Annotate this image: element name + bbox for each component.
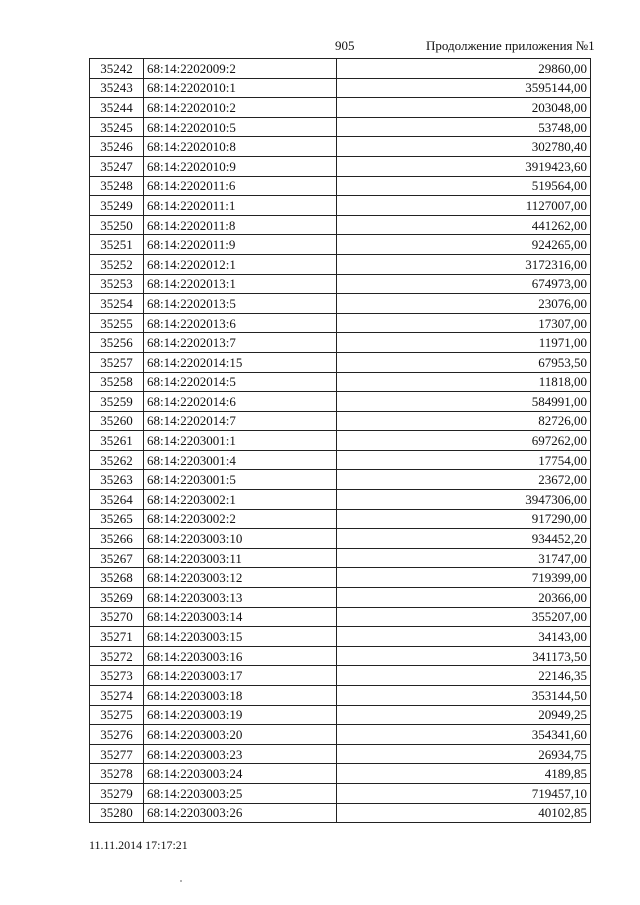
table-row bbox=[90, 509, 591, 529]
row-number-cell: 35279 bbox=[90, 783, 144, 803]
cadastral-number-cell: 68:14:2202013:1 bbox=[144, 274, 337, 294]
row-number-cell: 35273 bbox=[90, 666, 144, 686]
row-number-cell: 35247 bbox=[90, 156, 144, 176]
registry-table bbox=[89, 58, 591, 823]
cadastral-number-cell: 68:14:2202009:2 bbox=[144, 59, 337, 79]
table-row bbox=[90, 548, 591, 568]
value-cell: 20949,25 bbox=[337, 705, 591, 725]
value-cell: 719399,00 bbox=[337, 568, 591, 588]
row-number-cell: 35259 bbox=[90, 392, 144, 412]
table-row bbox=[90, 372, 591, 392]
value-cell: 53748,00 bbox=[337, 117, 591, 137]
cadastral-number-cell: 68:14:2202014:7 bbox=[144, 411, 337, 431]
table-row bbox=[90, 490, 591, 510]
value-cell: 11818,00 bbox=[337, 372, 591, 392]
table-row bbox=[90, 411, 591, 431]
value-cell: 23076,00 bbox=[337, 294, 591, 314]
cadastral-number-cell: 68:14:2203003:15 bbox=[144, 627, 337, 647]
value-cell: 3919423,60 bbox=[337, 156, 591, 176]
cadastral-number-cell: 68:14:2202010:8 bbox=[144, 137, 337, 157]
table-row bbox=[90, 215, 591, 235]
value-cell: 67953,50 bbox=[337, 352, 591, 372]
table-row bbox=[90, 254, 591, 274]
cadastral-number-cell: 68:14:2202014:6 bbox=[144, 392, 337, 412]
row-number-cell: 35263 bbox=[90, 470, 144, 490]
value-cell: 26934,75 bbox=[337, 744, 591, 764]
row-number-cell: 35274 bbox=[90, 686, 144, 706]
cadastral-number-cell: 68:14:2202010:1 bbox=[144, 78, 337, 98]
table-row bbox=[90, 666, 591, 686]
table-row bbox=[90, 627, 591, 647]
table-row bbox=[90, 803, 591, 823]
row-number-cell: 35276 bbox=[90, 725, 144, 745]
table-row bbox=[90, 529, 591, 549]
value-cell: 31747,00 bbox=[337, 548, 591, 568]
table-row bbox=[90, 783, 591, 803]
row-number-cell: 35266 bbox=[90, 529, 144, 549]
row-number-cell: 35270 bbox=[90, 607, 144, 627]
cadastral-number-cell: 68:14:2203003:19 bbox=[144, 705, 337, 725]
table-row bbox=[90, 98, 591, 118]
value-cell: 719457,10 bbox=[337, 783, 591, 803]
row-number-cell: 35280 bbox=[90, 803, 144, 823]
timestamp: 11.11.2014 17:17:21 bbox=[89, 838, 188, 852]
cadastral-number-cell: 68:14:2202014:15 bbox=[144, 352, 337, 372]
cadastral-number-cell: 68:14:2202011:9 bbox=[144, 235, 337, 255]
cadastral-number-cell: 68:14:2203001:4 bbox=[144, 450, 337, 470]
table-row bbox=[90, 137, 591, 157]
row-number-cell: 35268 bbox=[90, 568, 144, 588]
table-row bbox=[90, 607, 591, 627]
table-row bbox=[90, 156, 591, 176]
table-row bbox=[90, 470, 591, 490]
table-row bbox=[90, 59, 591, 79]
row-number-cell: 35264 bbox=[90, 490, 144, 510]
table-row bbox=[90, 744, 591, 764]
table-row bbox=[90, 274, 591, 294]
cadastral-number-cell: 68:14:2203003:24 bbox=[144, 764, 337, 784]
value-cell: 17754,00 bbox=[337, 450, 591, 470]
cadastral-number-cell: 68:14:2203003:12 bbox=[144, 568, 337, 588]
table-row bbox=[90, 392, 591, 412]
table-row bbox=[90, 333, 591, 353]
cadastral-number-cell: 68:14:2203003:23 bbox=[144, 744, 337, 764]
row-number-cell: 35243 bbox=[90, 78, 144, 98]
table-row bbox=[90, 117, 591, 137]
cadastral-number-cell: 68:14:2203001:1 bbox=[144, 431, 337, 451]
cadastral-number-cell: 68:14:2203003:14 bbox=[144, 607, 337, 627]
value-cell: 934452,20 bbox=[337, 529, 591, 549]
cadastral-number-cell: 68:14:2202011:8 bbox=[144, 215, 337, 235]
value-cell: 697262,00 bbox=[337, 431, 591, 451]
table-row bbox=[90, 686, 591, 706]
value-cell: 11971,00 bbox=[337, 333, 591, 353]
cadastral-number-cell: 68:14:2202013:7 bbox=[144, 333, 337, 353]
table-row bbox=[90, 588, 591, 608]
value-cell: 3595144,00 bbox=[337, 78, 591, 98]
cadastral-number-cell: 68:14:2203003:11 bbox=[144, 548, 337, 568]
table-row bbox=[90, 725, 591, 745]
cadastral-number-cell: 68:14:2203003:25 bbox=[144, 783, 337, 803]
value-cell: 355207,00 bbox=[337, 607, 591, 627]
table-row bbox=[90, 568, 591, 588]
value-cell: 341173,50 bbox=[337, 646, 591, 666]
row-number-cell: 35277 bbox=[90, 744, 144, 764]
value-cell: 674973,00 bbox=[337, 274, 591, 294]
cadastral-number-cell: 68:14:2203002:1 bbox=[144, 490, 337, 510]
cadastral-number-cell: 68:14:2203003:10 bbox=[144, 529, 337, 549]
row-number-cell: 35269 bbox=[90, 588, 144, 608]
cadastral-number-cell: 68:14:2203003:26 bbox=[144, 803, 337, 823]
cadastral-number-cell: 68:14:2203003:16 bbox=[144, 646, 337, 666]
table-row bbox=[90, 313, 591, 333]
cadastral-number-cell: 68:14:2203002:2 bbox=[144, 509, 337, 529]
value-cell: 82726,00 bbox=[337, 411, 591, 431]
row-number-cell: 35258 bbox=[90, 372, 144, 392]
continuation-label: Продолжение приложения №1 bbox=[426, 38, 595, 53]
value-cell: 17307,00 bbox=[337, 313, 591, 333]
row-number-cell: 35262 bbox=[90, 450, 144, 470]
value-cell: 354341,60 bbox=[337, 725, 591, 745]
row-number-cell: 35248 bbox=[90, 176, 144, 196]
row-number-cell: 35265 bbox=[90, 509, 144, 529]
value-cell: 1127007,00 bbox=[337, 196, 591, 216]
row-number-cell: 35253 bbox=[90, 274, 144, 294]
cadastral-number-cell: 68:14:2203003:18 bbox=[144, 686, 337, 706]
row-number-cell: 35255 bbox=[90, 313, 144, 333]
table-row bbox=[90, 352, 591, 372]
cadastral-number-cell: 68:14:2202013:6 bbox=[144, 313, 337, 333]
value-cell: 40102,85 bbox=[337, 803, 591, 823]
row-number-cell: 35260 bbox=[90, 411, 144, 431]
table-row bbox=[90, 646, 591, 666]
value-cell: 441262,00 bbox=[337, 215, 591, 235]
table-row bbox=[90, 235, 591, 255]
row-number-cell: 35251 bbox=[90, 235, 144, 255]
row-number-cell: 35256 bbox=[90, 333, 144, 353]
cadastral-number-cell: 68:14:2203003:20 bbox=[144, 725, 337, 745]
row-number-cell: 35257 bbox=[90, 352, 144, 372]
table-row bbox=[90, 78, 591, 98]
row-number-cell: 35242 bbox=[90, 59, 144, 79]
table-row bbox=[90, 450, 591, 470]
table-row bbox=[90, 176, 591, 196]
row-number-cell: 35252 bbox=[90, 254, 144, 274]
row-number-cell: 35249 bbox=[90, 196, 144, 216]
cadastral-number-cell: 68:14:2202010:2 bbox=[144, 98, 337, 118]
cadastral-number-cell: 68:14:2203003:13 bbox=[144, 588, 337, 608]
value-cell: 924265,00 bbox=[337, 235, 591, 255]
table-row bbox=[90, 431, 591, 451]
row-number-cell: 35272 bbox=[90, 646, 144, 666]
page-number: 905 bbox=[335, 38, 355, 53]
value-cell: 23672,00 bbox=[337, 470, 591, 490]
cadastral-number-cell: 68:14:2203003:17 bbox=[144, 666, 337, 686]
table-row bbox=[90, 764, 591, 784]
value-cell: 3947306,00 bbox=[337, 490, 591, 510]
cadastral-number-cell: 68:14:2202013:5 bbox=[144, 294, 337, 314]
row-number-cell: 35275 bbox=[90, 705, 144, 725]
row-number-cell: 35261 bbox=[90, 431, 144, 451]
row-number-cell: 35246 bbox=[90, 137, 144, 157]
row-number-cell: 35267 bbox=[90, 548, 144, 568]
row-number-cell: 35244 bbox=[90, 98, 144, 118]
row-number-cell: 35271 bbox=[90, 627, 144, 647]
value-cell: 917290,00 bbox=[337, 509, 591, 529]
row-number-cell: 35278 bbox=[90, 764, 144, 784]
value-cell: 3172316,00 bbox=[337, 254, 591, 274]
row-number-cell: 35250 bbox=[90, 215, 144, 235]
value-cell: 519564,00 bbox=[337, 176, 591, 196]
value-cell: 20366,00 bbox=[337, 588, 591, 608]
value-cell: 34143,00 bbox=[337, 627, 591, 647]
value-cell: 302780,40 bbox=[337, 137, 591, 157]
row-number-cell: 35245 bbox=[90, 117, 144, 137]
cadastral-number-cell: 68:14:2202011:6 bbox=[144, 176, 337, 196]
cadastral-number-cell: 68:14:2203001:5 bbox=[144, 470, 337, 490]
cadastral-number-cell: 68:14:2202011:1 bbox=[144, 196, 337, 216]
scan-dot bbox=[180, 880, 182, 882]
cadastral-number-cell: 68:14:2202014:5 bbox=[144, 372, 337, 392]
value-cell: 584991,00 bbox=[337, 392, 591, 412]
value-cell: 203048,00 bbox=[337, 98, 591, 118]
cadastral-number-cell: 68:14:2202010:5 bbox=[144, 117, 337, 137]
value-cell: 29860,00 bbox=[337, 59, 591, 79]
value-cell: 353144,50 bbox=[337, 686, 591, 706]
table-row bbox=[90, 294, 591, 314]
cadastral-number-cell: 68:14:2202010:9 bbox=[144, 156, 337, 176]
table-row bbox=[90, 705, 591, 725]
value-cell: 4189,85 bbox=[337, 764, 591, 784]
cadastral-number-cell: 68:14:2202012:1 bbox=[144, 254, 337, 274]
row-number-cell: 35254 bbox=[90, 294, 144, 314]
table-row bbox=[90, 196, 591, 216]
value-cell: 22146,35 bbox=[337, 666, 591, 686]
